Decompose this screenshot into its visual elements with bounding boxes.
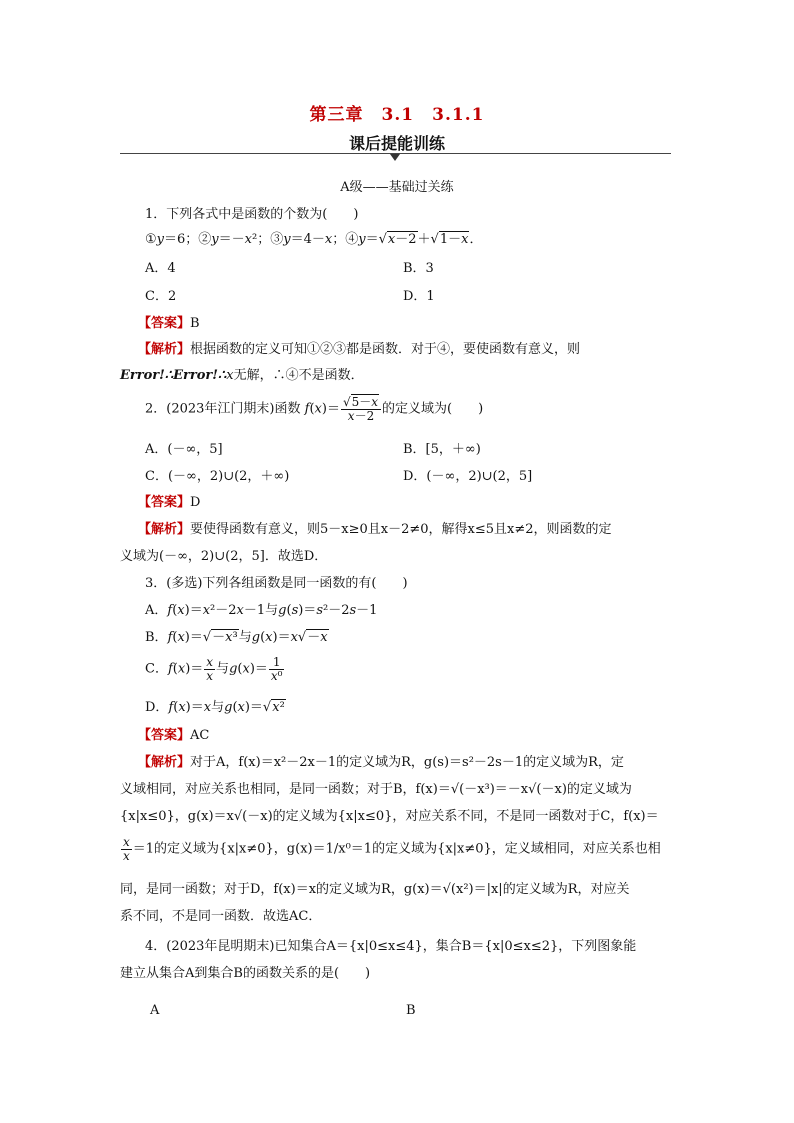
analysis-label: 【解析】 [138, 342, 191, 357]
answer-value: B [190, 316, 200, 331]
q2-option-b: B．[5，＋∞) [403, 442, 481, 457]
q3-option-d: D．f(x)＝x与g(x)＝√x² [145, 700, 285, 715]
q3-analysis-line3: {x|x≤0}，g(x)＝x√(－x)的定义域为{x|x≤0}，对应关系不同，不是同一函数对于C，f(x)＝ [120, 809, 659, 824]
q1-option-c: C．2 [145, 289, 177, 304]
q4-stem-line1: 4．(2023年昆明期末)已知集合A＝{x|0≤x≤4}，集合B＝{x|0≤x≤2}，下列图象能 [145, 939, 637, 954]
q2-source: 2．(2023年江门期末)函数 [145, 401, 301, 417]
q2-answer [138, 491, 200, 510]
q3-fraction-x-over-x: $\frac{x}{x}$ [123, 835, 130, 863]
q2-stem-tail: 的定义域为( ) [382, 401, 484, 417]
q3-analysis-line2: 义域相同，对应关系也相同，是同一函数；对于B，f(x)＝√(－x³)＝－x√(－x)的定义域为 [120, 782, 632, 797]
q2-analysis-line2: 义域为(－∞，2)∪(2，5]．故选D． [120, 549, 328, 564]
answer-value: AC [190, 728, 210, 743]
analysis-label: 【解析】 [138, 522, 191, 537]
q4-stem-line2: 建立从集合A到集合B的函数关系的是( ) [120, 966, 371, 981]
q3-analysis-line5: 同，是同一函数；对于D，f(x)＝x的定义域为R，g(x)＝√(x²)＝|x|的定义域为R，对应关 [120, 882, 630, 897]
level-heading: A级——基础过关练 [340, 180, 454, 195]
error-text: Error!∴Error!∴ [120, 368, 227, 383]
q1-analysis-line1 [138, 338, 580, 357]
q4-option-a-label: A [150, 1003, 160, 1018]
analysis-text: 对于A，f(x)＝x²－2x－1的定义域为R，g(s)＝s²－2s－1的定义域为R，定 [190, 755, 624, 770]
q2-option-c: C．(－∞，2)∪(2，＋∞) [145, 469, 290, 484]
chapter-title: 第三章 3.1 3.1.1 [309, 105, 485, 125]
q2-option-d: D．(－∞，2)∪(2，5] [403, 469, 533, 484]
q3-analysis-line6: 系不同，不是同一函数．故选AC． [120, 909, 322, 924]
q1-expressions: ①y＝6；②y＝－x²；③y＝4－x；④y＝√x－2＋√1－x． [145, 232, 483, 247]
q1-option-b: B．3 [403, 261, 434, 276]
q3-analysis-line4 [120, 836, 661, 862]
triangle-marker-icon [390, 154, 400, 161]
q3-answer [138, 724, 209, 743]
q1-answer [138, 312, 200, 331]
analysis-text: ＝1的定义域为{x|x≠0}，g(x)＝1/x⁰＝1的定义域为{x|x≠0}，定义域相同，对应关系也相 [132, 841, 661, 857]
q2-option-a: A．(－∞，5] [145, 442, 223, 457]
q1-analysis-line2: Error!∴Error!∴x无解，∴④不是函数． [120, 368, 364, 383]
q4-option-b-label: B [406, 1003, 416, 1018]
q3-option-c: C．f(x)＝ $\frac{x}{x}$ 与g(x)＝ $\frac{1}{\text{x⁰}}$ [145, 655, 283, 683]
answer-label: 【答案】 [138, 316, 191, 331]
q3-analysis-line1 [138, 751, 624, 770]
analysis-text: 根据函数的定义可知①②③都是函数．对于④，要使函数有意义，则 [190, 342, 581, 357]
q2-analysis-line1 [138, 518, 612, 537]
q3-option-b: B．f(x)＝√－x³与g(x)＝x√－x [145, 630, 328, 645]
section-subtitle: 课后提能训练 [348, 134, 445, 153]
q1-stem: 1．下列各式中是函数的个数为( ) [145, 207, 359, 222]
q2-fraction: $\frac{√5-x}{x-2}$ [341, 396, 381, 422]
q1-option-a: A．4 [145, 261, 176, 276]
analysis-label: 【解析】 [138, 755, 191, 770]
answer-value: D [190, 495, 201, 510]
q3-option-a: A．f(x)＝x²－2x－1与g(s)＝s²－2s－1 [145, 603, 378, 618]
answer-label: 【答案】 [138, 495, 191, 510]
analysis-text: 无解，∴④不是函数． [233, 368, 364, 383]
q1-option-d: D．1 [403, 289, 435, 304]
answer-label: 【答案】 [138, 728, 191, 743]
q2-stem: 2．(2023年江门期末)函数 f(x)＝ $\frac{√5-x}{x-2}$ 的定义域为( ) [145, 395, 484, 423]
analysis-text: 要使得函数有意义，则5－x≥0且x－2≠0，解得x≤5且x≠2，则函数的定 [190, 522, 612, 537]
q3-stem: 3．(多选)下列各组函数是同一函数的有( ) [145, 576, 408, 591]
